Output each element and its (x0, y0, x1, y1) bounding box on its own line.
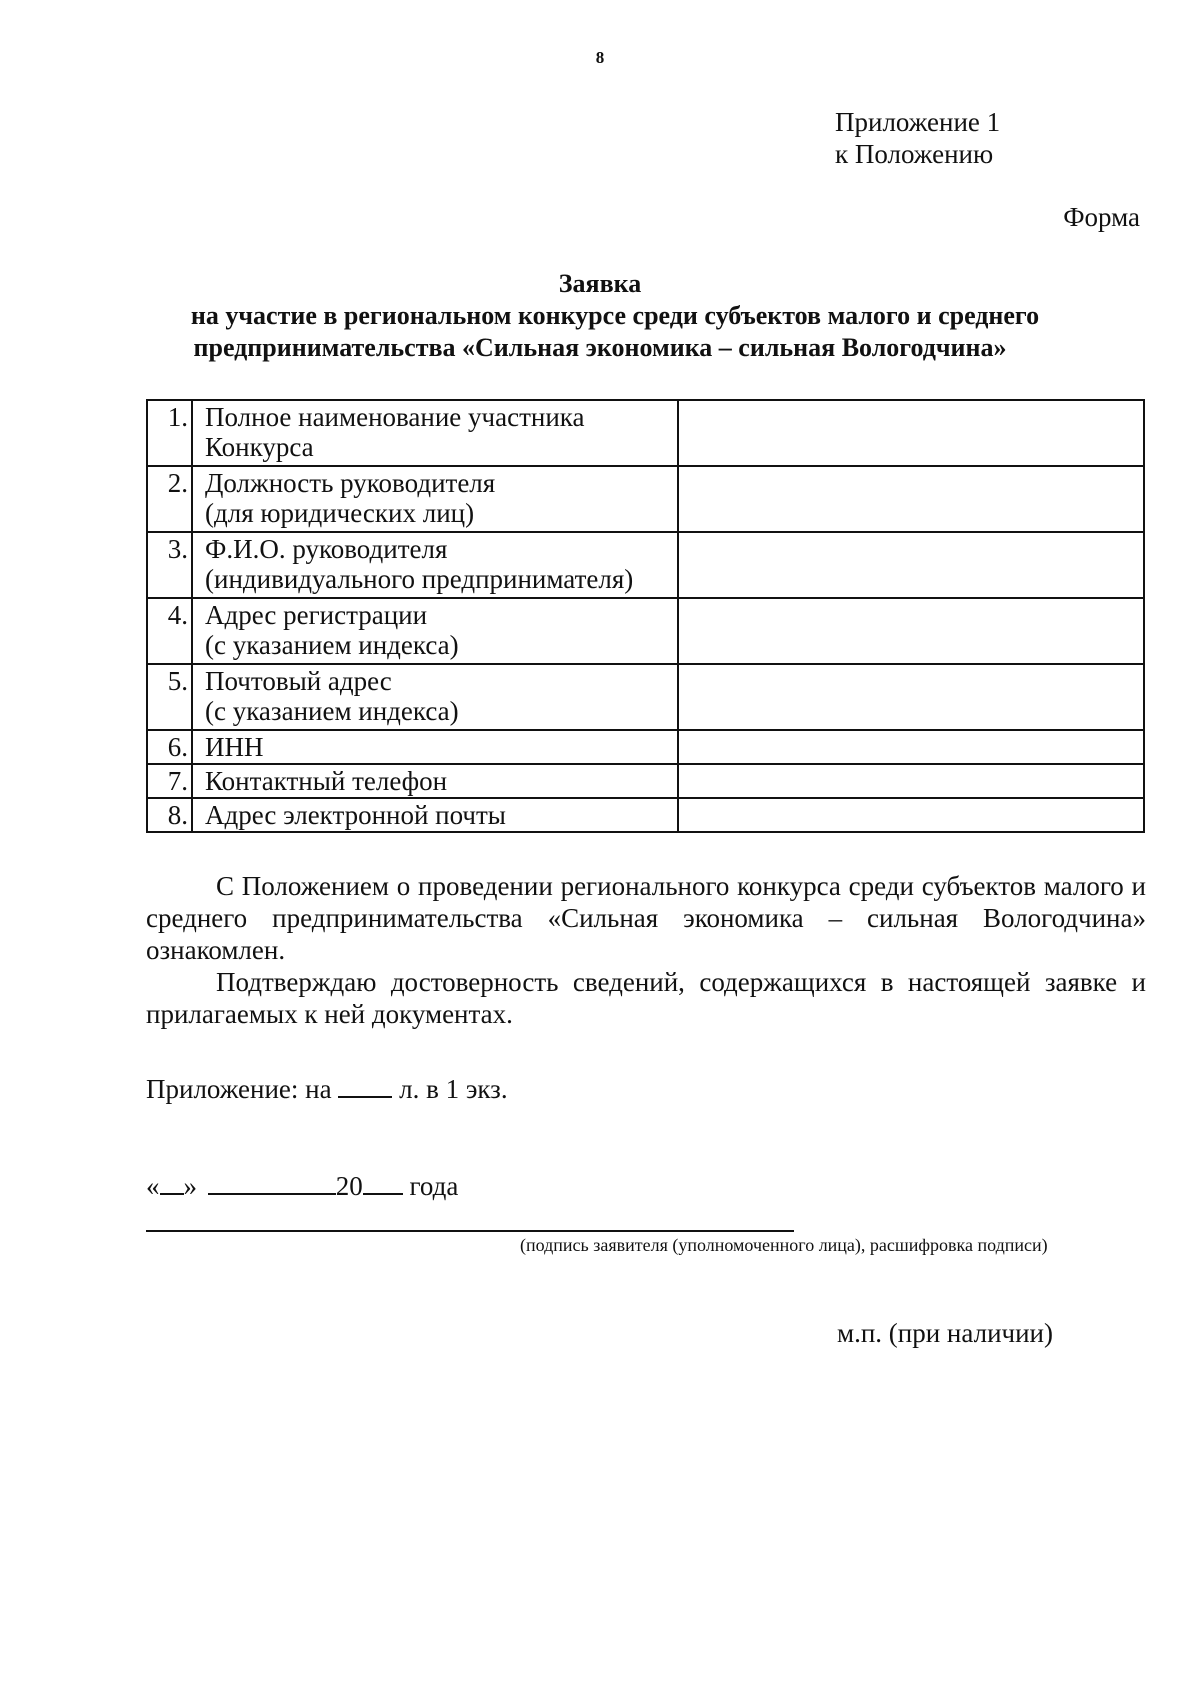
table-row (147, 532, 1144, 598)
acknowledgement-text: С Положением о проведении регионального конкурса среди субъектов малого и среднего предпринимательства «Сильная экономика – сильная Вологодчина» ознакомлен. (146, 871, 1146, 965)
row-value-field[interactable] (678, 532, 1144, 598)
row-value-field[interactable] (678, 466, 1144, 532)
signature-line[interactable] (146, 1230, 794, 1232)
row-label-line: Ф.И.О. руководителя (205, 534, 448, 564)
attachment-pages-field[interactable] (338, 1072, 392, 1098)
row-label-line: Адрес электронной почты (205, 800, 506, 830)
document-title (0, 268, 1200, 364)
confirmation-text: Подтверждаю достоверность сведений, содержащихся в настоящей заявке и прилагаемых к ней документах. (146, 967, 1146, 1029)
row-label (192, 532, 678, 598)
title-line-3: предпринимательства «Сильная экономика – сильная Вологодчина» (193, 333, 1007, 362)
attachment-prefix: Приложение: на (146, 1074, 332, 1104)
table-row (147, 598, 1144, 664)
row-number: 7. (147, 764, 192, 798)
row-value-field[interactable] (678, 400, 1144, 466)
form-label: Форма (1063, 202, 1140, 232)
row-value-field[interactable] (678, 764, 1144, 798)
appendix-line-1: Приложение 1 (835, 107, 1001, 137)
row-label-line: (для юридических лиц) (205, 498, 475, 528)
row-value-field[interactable] (678, 730, 1144, 764)
title-line-1: Заявка (558, 269, 642, 298)
appendix-reference (835, 106, 1000, 170)
date-open-quote: « (146, 1171, 160, 1201)
row-label-line: (индивидуального предпринимателя) (205, 564, 634, 594)
row-label-line: ИНН (205, 732, 264, 762)
table-row (147, 466, 1144, 532)
row-number: 4. (147, 598, 192, 664)
row-label-line: Адрес регистрации (205, 600, 428, 630)
date-year-field[interactable] (363, 1169, 403, 1195)
page-number: 8 (595, 48, 605, 67)
date-day-field[interactable] (160, 1169, 184, 1195)
appendix-line-2: к Положению (835, 139, 994, 169)
row-label (192, 400, 678, 466)
row-value-field[interactable] (678, 664, 1144, 730)
row-label-line: (с указанием индекса) (205, 630, 459, 660)
date-suffix: года (409, 1171, 459, 1201)
table-row (147, 730, 1144, 764)
date-century: 20 (335, 1171, 363, 1201)
table-row (147, 664, 1144, 730)
application-table (146, 399, 1145, 833)
row-label-line: Контактный телефон (205, 766, 448, 796)
row-label-line: Полное наименование участника (205, 402, 585, 432)
row-number: 6. (147, 730, 192, 764)
declaration (146, 870, 1146, 1030)
row-value-field[interactable] (678, 798, 1144, 832)
row-label (192, 730, 678, 764)
row-value-field[interactable] (678, 598, 1144, 664)
row-label (192, 764, 678, 798)
row-number: 5. (147, 664, 192, 730)
row-label (192, 598, 678, 664)
row-label-line: (с указанием индекса) (205, 696, 459, 726)
date-month-field[interactable] (208, 1169, 336, 1195)
row-label-line: Почтовый адрес (205, 666, 392, 696)
row-label-line: Должность руководителя (205, 468, 496, 498)
row-label (192, 664, 678, 730)
row-number: 8. (147, 798, 192, 832)
date-close-quote: » (183, 1171, 197, 1201)
table-row (147, 764, 1144, 798)
signature-caption: (подпись заявителя (уполномоченного лица), расшифровка подписи) (520, 1235, 1048, 1255)
stamp-note: м.п. (при наличии) (837, 1318, 1053, 1348)
table-row (147, 798, 1144, 832)
title-line-2: на участие в региональном конкурсе среди субъектов малого и среднего (190, 301, 1040, 330)
attachment-suffix: л. в 1 экз. (399, 1074, 508, 1104)
row-number: 2. (147, 466, 192, 532)
row-number: 3. (147, 532, 192, 598)
table-row (147, 400, 1144, 466)
row-label-line: Конкурса (205, 432, 314, 462)
date-line (146, 1169, 458, 1202)
attachment-line (146, 1072, 508, 1105)
row-label (192, 798, 678, 832)
row-number: 1. (147, 400, 192, 466)
row-label (192, 466, 678, 532)
